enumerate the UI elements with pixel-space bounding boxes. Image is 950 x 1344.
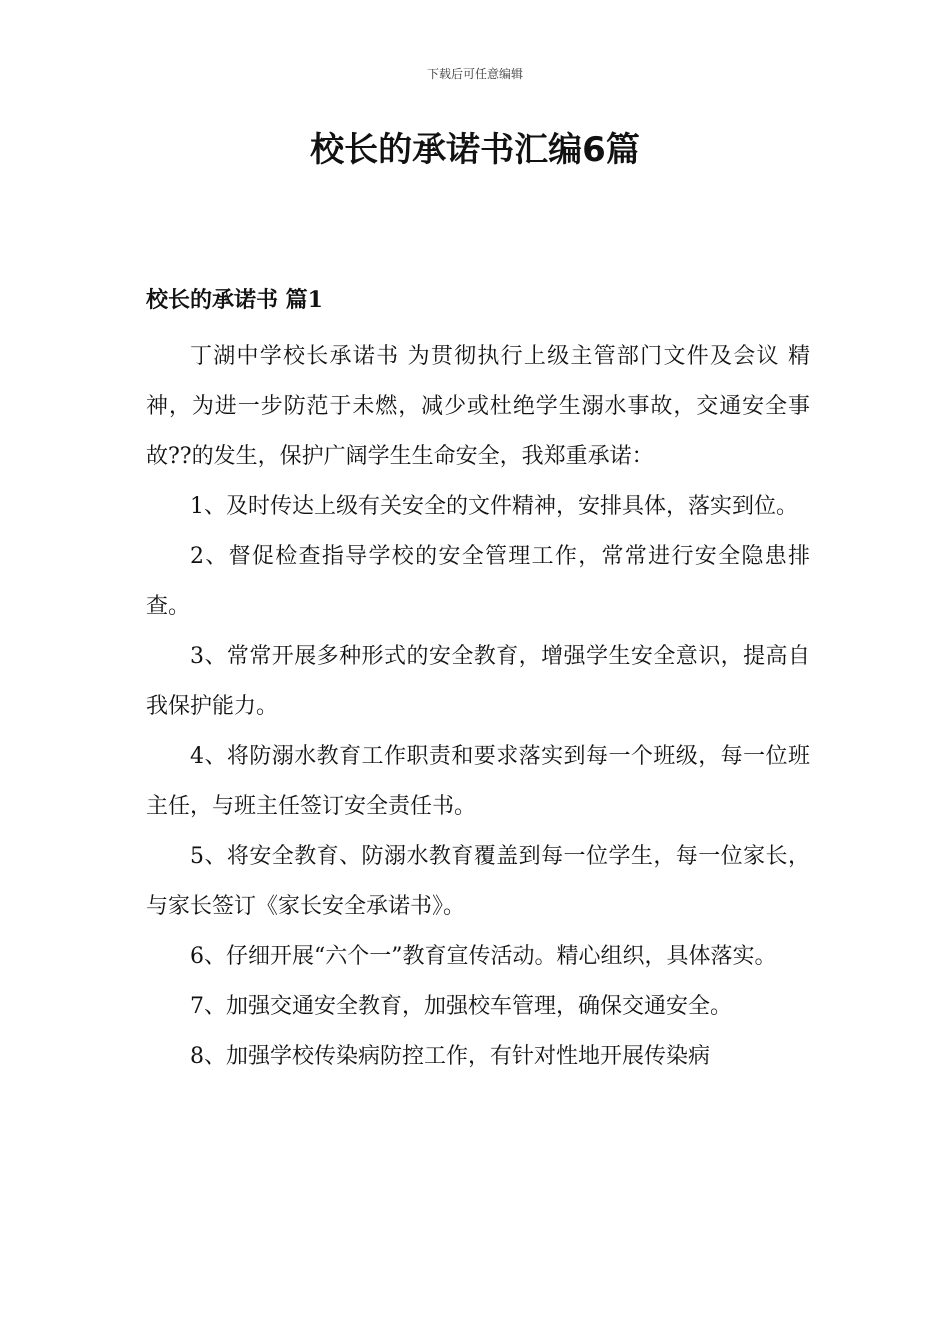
document-body (146, 332, 810, 1082)
document-title: 校长的承诺书汇编6篇 (310, 130, 640, 170)
header-note: 下载后可任意编辑 (426, 67, 523, 81)
section-heading: 校长的承诺书 篇1 (146, 287, 323, 313)
commitment-item-1: 1、及时传达上级有关安全的文件精神，安排具体，落实到位。 (190, 494, 798, 519)
commitment-item-5: 5、将安全教育、防溺水教育覆盖到每一位学生，每一位家长，与家长签订《家长安全承诺书》。 (146, 844, 810, 919)
commitment-item-4: 4、将防溺水教育工作职责和要求落实到每一个班级，每一位班主任，与班主任签订安全责任书。 (146, 744, 810, 819)
commitment-item-3: 3、常常开展多种形式的安全教育，增强学生安全意识，提高自我保护能力。 (146, 644, 810, 719)
intro-paragraph: 丁湖中学校长承诺书 为贯彻执行上级主管部门文件及会议 精神，为进一步防范于未燃，减少或杜绝学生溺水事故，交通安全事故??的发生，保护广阔学生生命安全，我郑重承诺： (146, 344, 810, 469)
commitment-item-2: 2、督促检查指导学校的安全管理工作，常常进行安全隐患排查。 (146, 544, 810, 619)
commitment-item-8: 8、加强学校传染病防控工作，有针对性地开展传染病 (190, 1044, 710, 1069)
commitment-item-7: 7、加强交通安全教育，加强校车管理，确保交通安全。 (190, 994, 732, 1019)
commitment-item-6: 6、仔细开展“六个一”教育宣传活动。精心组织，具体落实。 (190, 944, 777, 969)
